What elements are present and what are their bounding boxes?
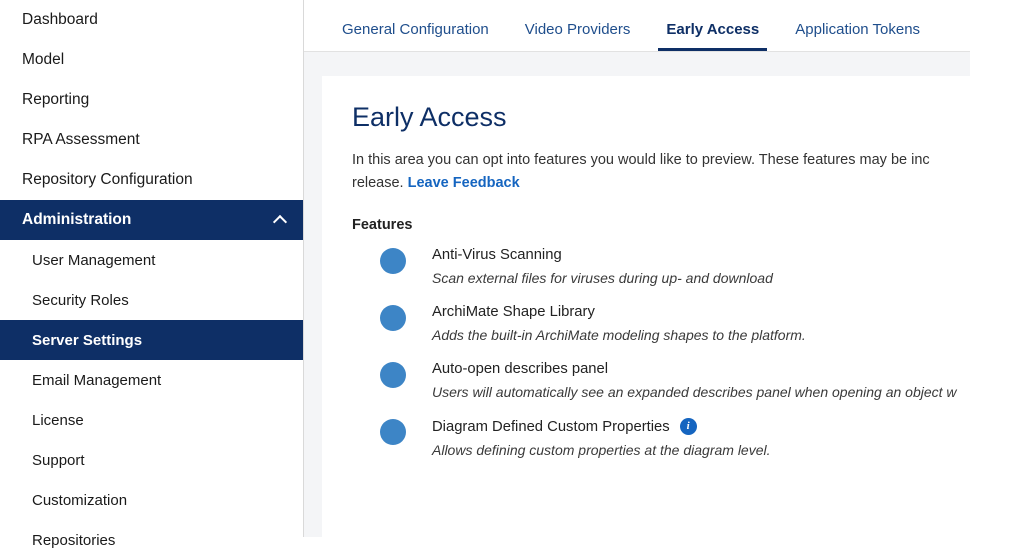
tab-label: Early Access bbox=[666, 21, 760, 38]
sidebar-item-email-management[interactable] bbox=[0, 360, 303, 400]
feature-row bbox=[352, 418, 984, 458]
feature-title-label: Anti-Virus Scanning bbox=[432, 247, 562, 263]
sidebar-item-label: Server Settings bbox=[32, 331, 143, 349]
sidebar-item-label: Security Roles bbox=[32, 291, 129, 309]
sidebar-item-label: Dashboard bbox=[22, 11, 98, 28]
sidebar-item-repository-configuration[interactable] bbox=[0, 160, 303, 200]
tab-label: Application Tokens bbox=[795, 21, 921, 38]
sidebar-item-label: Repositories bbox=[32, 531, 116, 549]
sidebar-item-label: User Management bbox=[32, 251, 156, 269]
sidebar-item-label: Customization bbox=[32, 491, 128, 509]
feature-description: Scan external files for viruses during up- and download bbox=[432, 270, 773, 286]
sidebar-item-customization[interactable] bbox=[0, 480, 303, 520]
tab-video-providers[interactable] bbox=[507, 21, 649, 51]
sidebar bbox=[0, 0, 304, 549]
early-access-panel bbox=[322, 76, 1010, 537]
feature-title bbox=[432, 247, 984, 263]
toggle-diagram-defined-custom-properties[interactable] bbox=[380, 419, 406, 445]
features-heading: Features bbox=[352, 217, 413, 233]
sidebar-item-label: Administration bbox=[22, 211, 132, 228]
feature-row bbox=[352, 304, 984, 343]
tab-early-access[interactable] bbox=[648, 21, 777, 51]
feature-title-label: ArchiMate Shape Library bbox=[432, 304, 595, 320]
tab-bar bbox=[304, 0, 970, 52]
sidebar-item-administration[interactable] bbox=[0, 200, 303, 240]
sidebar-item-server-settings[interactable] bbox=[0, 320, 303, 360]
leave-feedback-link[interactable]: Leave Feedback bbox=[407, 175, 520, 191]
feature-row bbox=[352, 247, 984, 286]
tab-label: Video Providers bbox=[524, 21, 631, 38]
tab-label: General Configuration bbox=[342, 21, 489, 38]
intro-sentence-2: release. bbox=[352, 175, 408, 191]
toggle-anti-virus-scanning[interactable] bbox=[380, 248, 406, 274]
feature-body bbox=[432, 247, 984, 286]
info-icon[interactable]: i bbox=[680, 418, 697, 435]
feature-description: Allows defining custom properties at the diagram level. bbox=[432, 442, 771, 458]
sidebar-item-label: Model bbox=[22, 51, 65, 68]
sidebar-item-label: Reporting bbox=[22, 91, 90, 108]
feature-body bbox=[432, 418, 984, 458]
feature-title bbox=[432, 418, 984, 435]
sidebar-item-rpa-assessment[interactable] bbox=[0, 120, 303, 160]
sidebar-item-model[interactable] bbox=[0, 40, 303, 80]
feature-body bbox=[432, 304, 984, 343]
sidebar-item-security-roles[interactable] bbox=[0, 280, 303, 320]
sidebar-item-label: License bbox=[32, 411, 84, 429]
feature-title-label: Diagram Defined Custom Properties bbox=[432, 418, 670, 435]
feature-body bbox=[432, 361, 984, 400]
sidebar-item-label: Support bbox=[32, 451, 85, 469]
feature-description: Users will automatically see an expanded describes panel when opening an object w bbox=[432, 384, 957, 400]
feature-title bbox=[432, 304, 984, 320]
intro-text bbox=[352, 149, 984, 195]
tab-general-configuration[interactable] bbox=[324, 21, 507, 51]
feature-title bbox=[432, 361, 984, 377]
feature-description: Adds the built-in ArchiMate modeling shapes to the platform. bbox=[432, 327, 806, 343]
sidebar-item-support[interactable] bbox=[0, 440, 303, 480]
intro-sentence: In this area you can opt into features you would like to preview. These features may be inc bbox=[352, 152, 930, 168]
sidebar-item-label: Repository Configuration bbox=[22, 171, 193, 188]
tab-application-tokens[interactable] bbox=[777, 21, 938, 51]
feature-title-label: Auto-open describes panel bbox=[432, 361, 609, 377]
toggle-auto-open-describes-panel[interactable] bbox=[380, 362, 406, 388]
sidebar-item-label: Email Management bbox=[32, 371, 162, 389]
sidebar-item-user-management[interactable] bbox=[0, 240, 303, 280]
sidebar-item-repositories[interactable] bbox=[0, 520, 303, 560]
sidebar-item-reporting[interactable] bbox=[0, 80, 303, 120]
toggle-archimate-shape-library[interactable] bbox=[380, 305, 406, 331]
page-title: Early Access bbox=[352, 102, 507, 132]
sidebar-item-dashboard[interactable] bbox=[0, 0, 303, 40]
main-content bbox=[304, 0, 970, 537]
sidebar-item-label: RPA Assessment bbox=[22, 131, 140, 148]
sidebar-item-license[interactable] bbox=[0, 400, 303, 440]
feature-row bbox=[352, 361, 984, 400]
chevron-up-icon bbox=[275, 214, 287, 226]
